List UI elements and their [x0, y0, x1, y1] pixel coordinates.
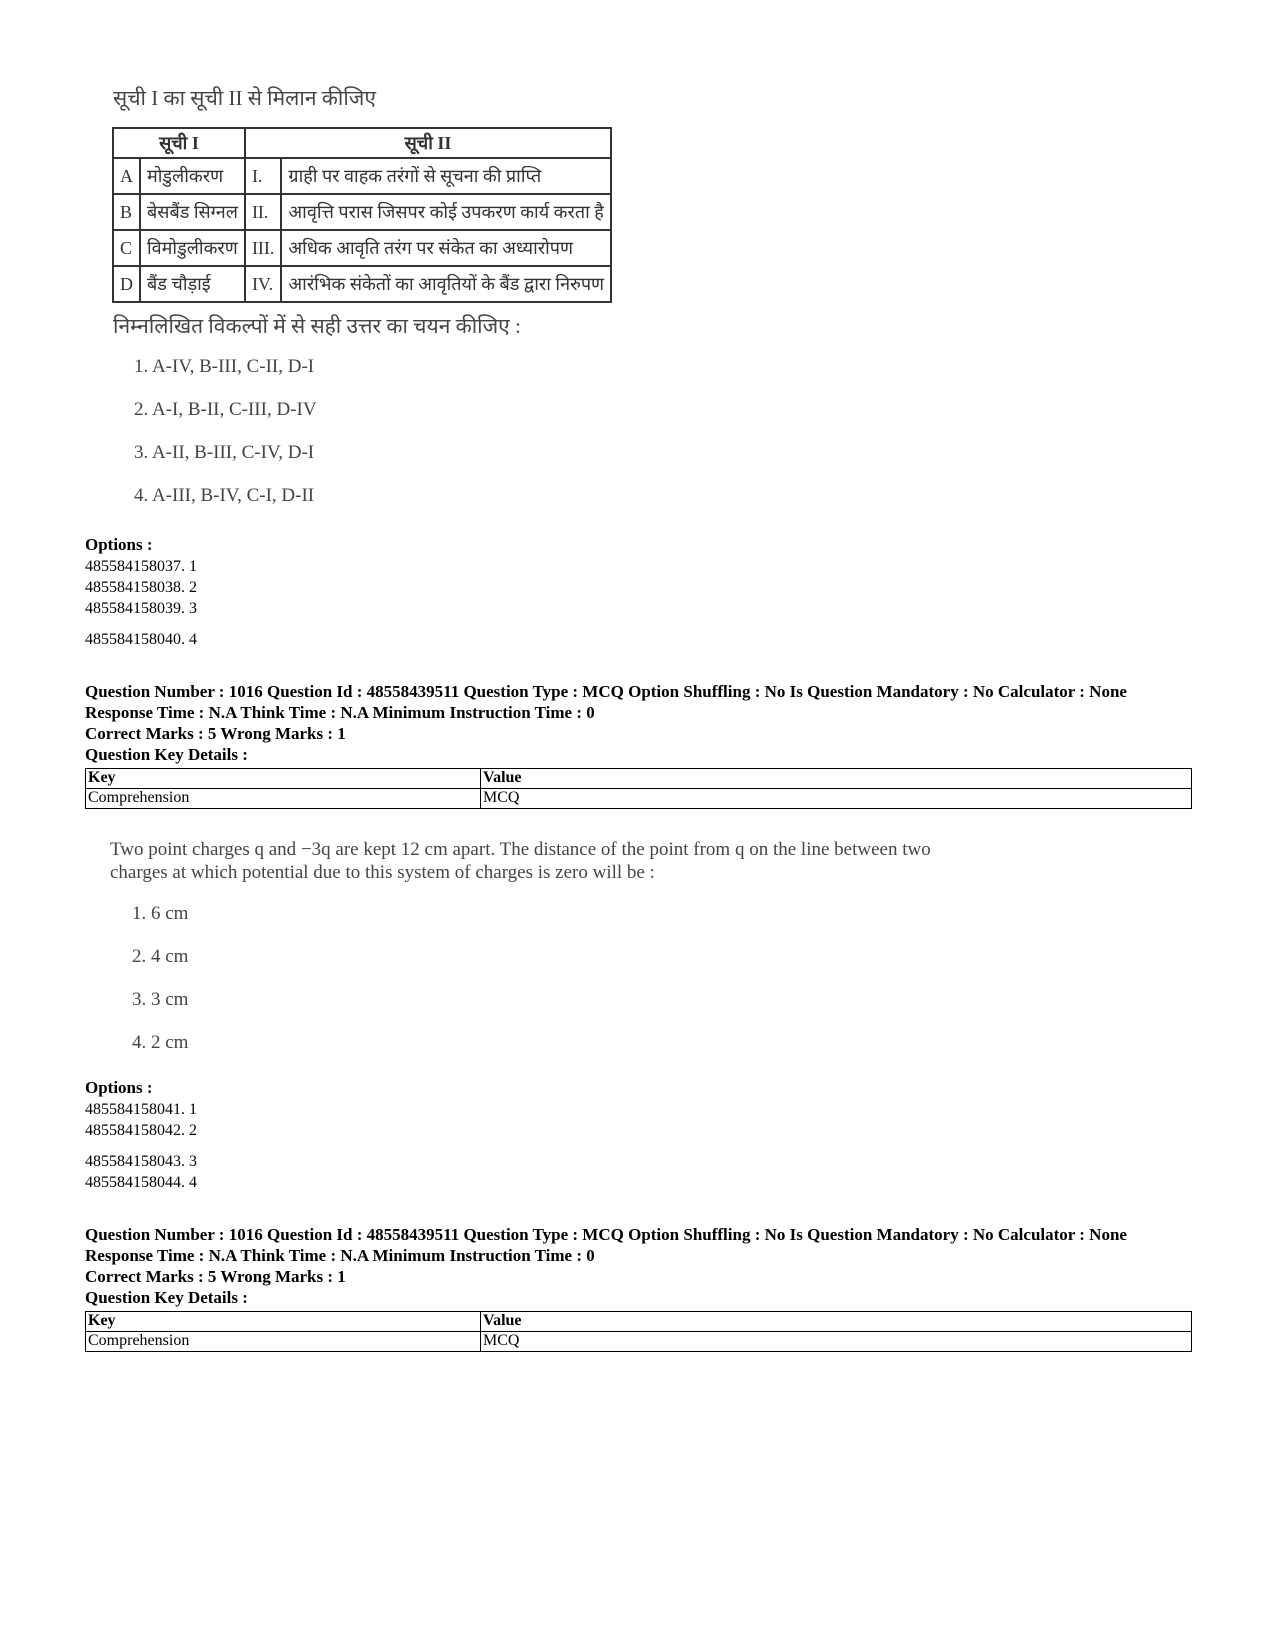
row-definition: आरंभिक संकेतों का आवृतियों के बैंड द्वारा निरुपण	[281, 266, 611, 302]
question-meta-line: Correct Marks : 5 Wrong Marks : 1	[85, 1267, 346, 1286]
table-row	[113, 194, 611, 230]
row-numeral: II.	[245, 194, 281, 230]
choice-3: 3. 3 cm	[132, 989, 189, 1010]
options-label: Options :	[85, 535, 153, 554]
key-cell: Comprehension	[86, 789, 481, 809]
list-1-header: सूची I	[113, 128, 245, 158]
option-id: 485584158043. 3	[85, 1153, 197, 1170]
key-header: Key	[86, 769, 481, 789]
question-key-table	[85, 768, 1192, 809]
row-letter: A	[113, 158, 140, 194]
table-row	[113, 230, 611, 266]
choice-2: 2. 4 cm	[132, 946, 189, 967]
row-numeral: IV.	[245, 266, 281, 302]
question-key-table	[85, 1311, 1192, 1352]
question-2-text-line-1: Two point charges q and −3q are kept 12 cm apart. The distance of the point from q on the line between two	[110, 839, 931, 860]
question-1-instruction: सूची I का सूची II से मिलान कीजिए	[113, 86, 376, 110]
row-term: मोडुलीकरण	[140, 158, 245, 194]
choice-4: 4. A-III, B-IV, C-I, D-II	[134, 485, 315, 506]
options-label: Options :	[85, 1078, 153, 1097]
value-header: Value	[481, 1312, 1192, 1332]
row-numeral: III.	[245, 230, 281, 266]
value-header: Value	[481, 769, 1192, 789]
option-id: 485584158042. 2	[85, 1122, 197, 1139]
choice-1: 1. 6 cm	[132, 903, 189, 924]
question-1-prompt: निम्नलिखित विकल्पों में से सही उत्तर का चयन कीजिए :	[113, 314, 521, 338]
match-table	[112, 127, 612, 303]
question-2-text-line-2: charges at which potential due to this system of charges is zero will be :	[110, 862, 655, 883]
row-numeral: I.	[245, 158, 281, 194]
row-definition: ग्राही पर वाहक तरंगों से सूचना की प्राप्ति	[281, 158, 611, 194]
choice-1: 1. A-IV, B-III, C-II, D-I	[134, 356, 315, 377]
value-cell: MCQ	[481, 789, 1192, 809]
row-term: बैंड चौड़ाई	[140, 266, 245, 302]
list-2-header: सूची II	[245, 128, 611, 158]
table-row	[113, 266, 611, 302]
option-id: 485584158041. 1	[85, 1101, 197, 1118]
row-term: बेसबैंड सिग्नल	[140, 194, 245, 230]
option-id: 485584158044. 4	[85, 1174, 197, 1191]
choice-3: 3. A-II, B-III, C-IV, D-I	[134, 442, 315, 463]
option-id: 485584158038. 2	[85, 579, 197, 596]
value-cell: MCQ	[481, 1332, 1192, 1352]
question-meta-line: Question Number : 1016 Question Id : 48558439511 Question Type : MCQ Option Shuffling : No Is Question Mandatory : No Calculator : None	[85, 682, 1127, 701]
question-meta-line: Question Number : 1016 Question Id : 48558439511 Question Type : MCQ Option Shuffling : No Is Question Mandatory : No Calculator : None	[85, 1225, 1127, 1244]
table-row	[113, 158, 611, 194]
row-letter: C	[113, 230, 140, 266]
row-term: विमोडुलीकरण	[140, 230, 245, 266]
option-id: 485584158037. 1	[85, 558, 197, 575]
choice-4: 4. 2 cm	[132, 1032, 189, 1053]
option-id: 485584158039. 3	[85, 600, 197, 617]
question-key-details-label: Question Key Details :	[85, 1288, 248, 1307]
key-cell: Comprehension	[86, 1332, 481, 1352]
row-definition: अधिक आवृति तरंग पर संकेत का अध्यारोपण	[281, 230, 611, 266]
row-letter: B	[113, 194, 140, 230]
question-key-details-label: Question Key Details :	[85, 745, 248, 764]
row-letter: D	[113, 266, 140, 302]
question-meta-line: Correct Marks : 5 Wrong Marks : 1	[85, 724, 346, 743]
row-definition: आवृत्ति परास जिसपर कोई उपकरण कार्य करता है	[281, 194, 611, 230]
choice-2: 2. A-I, B-II, C-III, D-IV	[134, 399, 317, 420]
option-id: 485584158040. 4	[85, 631, 197, 648]
question-meta-line: Response Time : N.A Think Time : N.A Minimum Instruction Time : 0	[85, 703, 595, 722]
question-meta-line: Response Time : N.A Think Time : N.A Minimum Instruction Time : 0	[85, 1246, 595, 1265]
key-header: Key	[86, 1312, 481, 1332]
